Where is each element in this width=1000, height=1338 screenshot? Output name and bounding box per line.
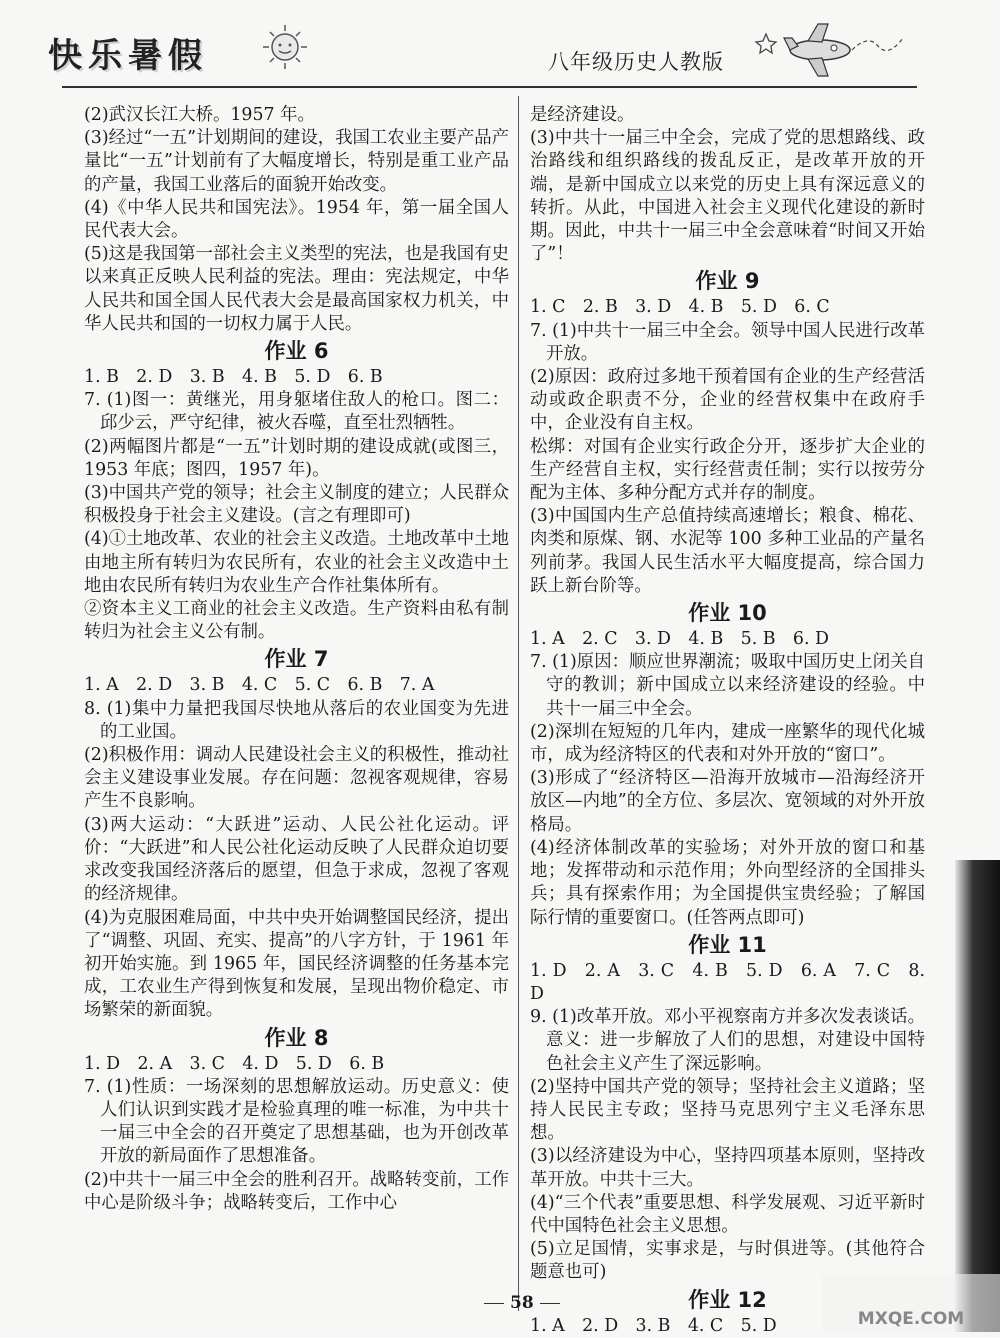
choice-answers: 1. B 2. D 3. B 4. B 5. D 6. B xyxy=(84,367,383,388)
answer-text: (3)中国共产党的领导；社会主义制度的建立；人民群众积极投身于社会主义建设。(言之有理即可) xyxy=(84,483,509,527)
answer-text: (3)两大运动：“大跃进”运动、人民公社化运动。评价：“大跃进”和人民公社化运动反映了人民群众迫切要求改变我国经济落后的愿望，但急于求成，忽视了客观的经济规律。 xyxy=(84,814,509,905)
answer-text: ②资本主义工商业的社会主义改造。生产资料由私有制转归为社会主义公有制。 xyxy=(84,599,509,643)
answer-text: 7. (1)中共十一届三中全会。领导中国人民进行改革开放。 xyxy=(530,320,925,364)
answer-text: (2)原因：政府过多地干预着国有企业的生产经营活动或政企职责不分，企业的经营权集中在政府手中，企业没有自主权。 xyxy=(530,367,925,434)
airplane-icon xyxy=(748,14,908,84)
answer-text: (4)经济体制改革的实验场；对外开放的窗口和基地；发挥带动和示范作用；外向型经济的全国排头兵；具有探索作用；为全国提供宝贵经验；了解国际行情的重要窗口。(任答两点即可) xyxy=(530,837,925,928)
answer-text: (5)立足国情，实事求是，与时俱进等。(其他符合题意也可) xyxy=(530,1239,925,1283)
answer-text: 7. (1)原因：顺应世界潮流；吸取中国历史上闭关自守的教训；新中国成立以来经济建设的经验。中共十一届三中全会。 xyxy=(530,652,925,719)
answer-text: (3)以经济建设为中心，坚持四项基本原则，坚持改革开放。中共十三大。 xyxy=(530,1146,925,1190)
sun-icon xyxy=(255,22,315,72)
answer-text: (2)积极作用：调动人民建设社会主义的积极性，推动社会主义建设事业发展。存在问题：忽视客观规律，容易产生不良影响。 xyxy=(84,745,509,812)
answer-text: (4)为克服困难局面，中共中央开始调整国民经济，提出了“调整、巩固、充实、提高”的八字方针，于 1961 年初开始实施。到 1965 年，国民经济调整的任务基本完成，工农业生产得到恢复和发展，呈现出物价稳定、市场繁荣的新面貌。 xyxy=(84,907,509,1021)
answer-text: (3)形成了“经济特区—沿海开放城市—沿海经济开放区—内地”的全方位、多层次、宽领域的对外开放格局。 xyxy=(530,768,925,835)
page-header xyxy=(0,0,1000,92)
page-edge-shadow xyxy=(955,860,1000,1332)
header-rule xyxy=(62,86,917,88)
left-column xyxy=(84,104,509,1215)
answer-text: (4)①土地改革、农业的社会主义改造。土地改革中土地由地主所有转归为农民所有，农业的社会主义改造中土地由农民所有转归为农业生产合作社集体所有。 xyxy=(84,529,509,596)
answer-text: (2)深圳在短短的几年内，建成一座繁华的现代化城市，成为经济特区的代表和对外开放的“窗口”。 xyxy=(530,721,925,766)
section-heading: 作业 6 xyxy=(264,339,329,364)
choice-answers: 1. C 2. B 3. D 4. B 5. D 6. C xyxy=(530,297,830,318)
section-heading: 作业 12 xyxy=(688,1287,767,1312)
answer-text: (2)中共十一届三中全会的胜利召开。战略转变前，工作中心是阶级斗争；战略转变后，工作中心 xyxy=(84,1169,509,1213)
answer-text: 8. (1)集中力量把我国尽快地从落后的农业国变为先进的工业国。 xyxy=(84,698,509,742)
column-divider xyxy=(518,96,519,1311)
answer-text: (2)坚持中国共产党的领导；坚持社会主义道路；坚持人民民主专政；坚持马克思列宁主义毛泽东思想。 xyxy=(530,1076,925,1144)
answer-text: (3)中国国内生产总值持续高速增长；粮食、棉花、肉类和原煤、钢、水泥等 100 多种工业品的产量名列前茅。我国人民生活水平大幅度提高，综合国力跃上新台阶等。 xyxy=(530,506,925,596)
section-heading: 作业 11 xyxy=(688,932,767,957)
choice-answers: 1. D 2. A 3. C 4. B 5. D 6. A 7. C 8. D xyxy=(530,960,925,1004)
section-heading: 作业 9 xyxy=(695,269,760,294)
answer-text: 7. (1)性质：一场深刻的思想解放运动。历史意义：使人们认识到实践才是检验真理的唯一标准，为中共十一届三中全会的召开奠定了思想基础，也为开创改革开放的新局面作了思想准备。 xyxy=(84,1076,509,1167)
answer-text: (2)武汉长江大桥。1957 年。 xyxy=(84,105,315,125)
section-heading: 作业 10 xyxy=(688,601,767,626)
answer-text: 是经济建设。 xyxy=(530,105,635,125)
answer-text: (4)“三个代表”重要思想、科学发展观、习近平新时代中国特色社会主义思想。 xyxy=(530,1192,925,1236)
watermark-text: MXQE.COM xyxy=(857,1309,965,1329)
choice-answers: 1. A 2. C 3. D 4. B 5. B 6. D xyxy=(530,629,829,650)
answer-text: (3)中共十一届三中全会，完成了党的思想路线、政治路线和组织路线的拨乱反正，是改革开放的开端，是新中国成立以来党的历史上具有深远意义的转折。从此，中国进入社会主义现代化建设的新时期。因此，中共十一届三中全会意味着“时间又开始了”！ xyxy=(530,128,925,265)
answer-text: 9. (1)改革开放。邓小平视察南方并多次发表谈话。意义：进一步解放了人们的思想，对建设中国特色社会主义产生了深远影响。 xyxy=(530,1007,925,1074)
section-heading: 作业 7 xyxy=(264,647,329,672)
edition-subtitle: 八年级历史人教版 xyxy=(548,50,724,74)
answer-text: 松绑：对国有企业实行政企分开，逐步扩大企业的生产经营自主权，实行经营责任制；实行以按劳分配为主体、多种分配方式并存的制度。 xyxy=(530,436,925,504)
answer-text: (4)《中华人民共和国宪法》。1954 年，第一届全国人民代表大会。 xyxy=(84,197,509,242)
choice-answers: 1. A 2. D 3. B 4. C 5. C 6. B 7. A xyxy=(84,675,435,696)
answer-text: (5)这是我国第一部社会主义类型的宪法，也是我国有史以来真正反映人民利益的宪法。理由：宪法规定，中华人民共和国全国人民代表大会是最高国家权力机关，中华人民共和国的一切权力属于人民。 xyxy=(84,244,509,334)
answer-text: (2)两幅图片都是“一五”计划时期的建设成就(或图三，1953 年底；图四，1957 年)。 xyxy=(84,436,509,480)
watermark-logo xyxy=(822,1274,1000,1332)
page-number: 58 xyxy=(478,1293,566,1313)
brand-title: 快乐暑假 xyxy=(48,36,208,76)
answer-text: 7. (1)图一：黄继光，用身躯堵住敌人的枪口。图二：邱少云，严守纪律，被火吞噬，直至壮烈牺牲。 xyxy=(84,390,509,434)
section-heading: 作业 8 xyxy=(264,1025,329,1050)
choice-answers: 1. D 2. A 3. C 4. D 5. D 6. B xyxy=(84,1053,385,1074)
right-column xyxy=(530,104,925,1338)
choice-answers: 1. A 2. D 3. B 4. C 5. D xyxy=(530,1315,777,1336)
answer-text: (3)经过“一五”计划期间的建设，我国工农业主要产品产量比“一五”计划前有了大幅度增长，特别是重工业产品的产量，我国工业落后的面貌开始改变。 xyxy=(84,128,510,195)
